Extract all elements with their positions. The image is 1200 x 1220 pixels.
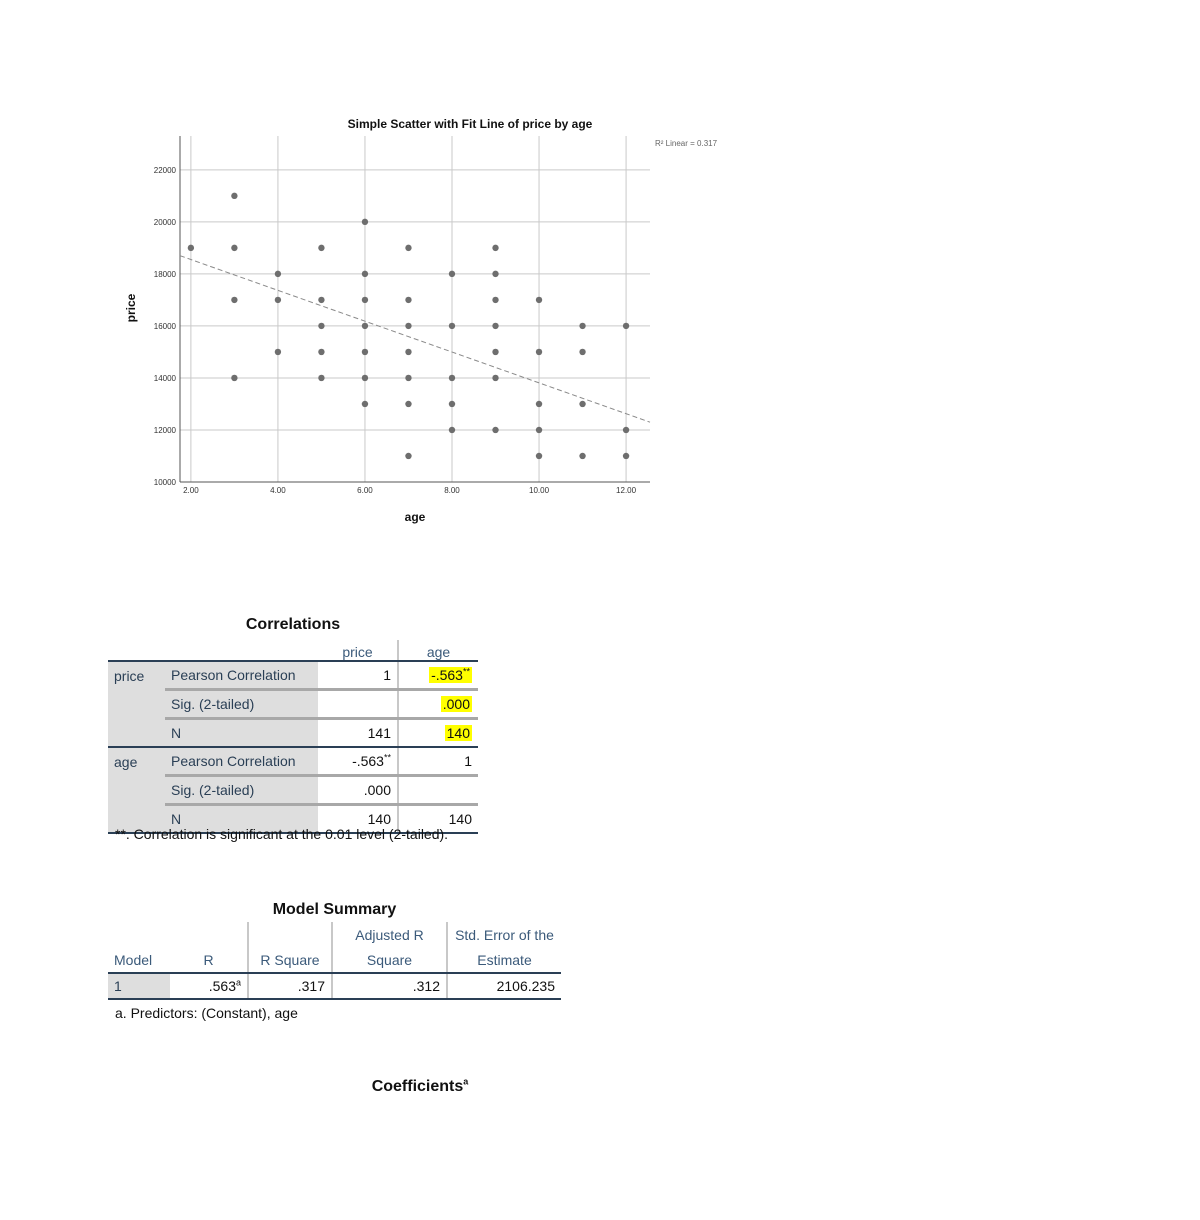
scatter-point bbox=[362, 401, 368, 407]
row-stat-label: Pearson Correlation bbox=[165, 747, 318, 776]
cell-value: .000 bbox=[318, 776, 398, 805]
scatter-point bbox=[536, 427, 542, 433]
scatter-point bbox=[623, 427, 629, 433]
scatter-point bbox=[492, 245, 498, 251]
scatter-point bbox=[536, 453, 542, 459]
header-cell bbox=[108, 922, 170, 948]
y-tick-label: 16000 bbox=[153, 321, 176, 331]
model-summary-footnote: a. Predictors: (Constant), age bbox=[115, 1005, 298, 1021]
cell-value: .563$^a$ bbox=[170, 973, 248, 999]
model-number: 1 bbox=[108, 973, 170, 999]
header-cell: Adjusted R bbox=[332, 922, 447, 948]
header-cell: Std. Error of the bbox=[455, 927, 554, 943]
y-axis-label: price bbox=[124, 293, 138, 323]
header-cell: R bbox=[170, 948, 248, 973]
highlighted-value: -.563** bbox=[431, 666, 470, 683]
scatter-point bbox=[492, 349, 498, 355]
scatter-point bbox=[449, 375, 455, 381]
scatter-point bbox=[449, 427, 455, 433]
correlations-table bbox=[108, 640, 478, 834]
scatter-point bbox=[623, 453, 629, 459]
scatter-point bbox=[405, 349, 411, 355]
x-tick-label: 6.00 bbox=[357, 486, 373, 495]
row-stat-label: N bbox=[165, 719, 318, 748]
row-stat-label: Sig. (2-tailed) bbox=[165, 776, 318, 805]
scatter-point bbox=[318, 349, 324, 355]
fit-line bbox=[180, 256, 650, 422]
scatter-point bbox=[449, 323, 455, 329]
col-header-age: age bbox=[398, 640, 478, 661]
cell-value: 1 bbox=[318, 661, 398, 690]
scatter-point bbox=[362, 271, 368, 277]
y-tick-label: 22000 bbox=[153, 165, 176, 175]
scatter-chart bbox=[0, 0, 760, 540]
scatter-point bbox=[405, 323, 411, 329]
scatter-point bbox=[188, 245, 194, 251]
row-stat-label: Pearson Correlation bbox=[165, 661, 318, 690]
table-row bbox=[108, 747, 478, 776]
row-group-label bbox=[108, 776, 165, 805]
header-cell: Estimate bbox=[447, 948, 561, 973]
cell-value: 140 bbox=[318, 805, 398, 834]
fit-line-path bbox=[180, 256, 650, 422]
scatter-point bbox=[231, 245, 237, 251]
scatter-point bbox=[405, 375, 411, 381]
x-tick-label: 12.00 bbox=[616, 486, 637, 495]
grid-lines bbox=[180, 136, 650, 482]
x-tick-label: 2.00 bbox=[183, 486, 199, 495]
cell-value bbox=[398, 661, 478, 690]
scatter-point bbox=[275, 271, 281, 277]
table-row bbox=[108, 776, 478, 805]
scatter-point bbox=[449, 271, 455, 277]
scatter-point bbox=[536, 349, 542, 355]
model-header-row bbox=[108, 948, 561, 973]
scatter-point bbox=[623, 323, 629, 329]
scatter-point bbox=[231, 375, 237, 381]
cell-value: 2106.235 bbox=[447, 973, 561, 999]
cell-value: 1 bbox=[398, 747, 478, 776]
scatter-point bbox=[405, 453, 411, 459]
row-group-label bbox=[108, 719, 165, 748]
cell-value: .317 bbox=[248, 973, 332, 999]
scatter-point bbox=[492, 427, 498, 433]
x-tick-label: 4.00 bbox=[270, 486, 286, 495]
scatter-point bbox=[492, 375, 498, 381]
table-row bbox=[108, 661, 478, 690]
scatter-point bbox=[318, 375, 324, 381]
row-stat-label: N bbox=[165, 805, 318, 834]
col-header-price: price bbox=[318, 640, 398, 661]
scatter-point bbox=[405, 401, 411, 407]
scatter-point bbox=[492, 297, 498, 303]
scatter-point bbox=[362, 219, 368, 225]
scatter-point bbox=[579, 349, 585, 355]
fit-line-label: R² Linear = 0.317 bbox=[655, 139, 718, 148]
scatter-point bbox=[231, 193, 237, 199]
scatter-point bbox=[579, 401, 585, 407]
highlighted-value: .000 bbox=[442, 696, 470, 712]
scatter-point bbox=[231, 297, 237, 303]
model-summary-title: Model Summary bbox=[272, 901, 397, 918]
scatter-point bbox=[275, 297, 281, 303]
cell-value bbox=[318, 690, 398, 719]
scatter-point bbox=[492, 323, 498, 329]
header-cell: Square bbox=[332, 948, 447, 973]
scatter-point bbox=[318, 297, 324, 303]
correlations-footnote: **. Correlation is significant at the 0.01 level (2-tailed). bbox=[115, 826, 449, 842]
x-axis-label: age bbox=[404, 510, 426, 524]
cell-value bbox=[398, 690, 478, 719]
scatter-point bbox=[536, 401, 542, 407]
row-stat-label: Sig. (2-tailed) bbox=[165, 690, 318, 719]
y-tick-label: 12000 bbox=[153, 425, 176, 435]
header-cell: R Square bbox=[248, 948, 332, 973]
scatter-point bbox=[536, 297, 542, 303]
table-row bbox=[108, 690, 478, 719]
cell-value: .312 bbox=[332, 973, 447, 999]
cell-value: 141 bbox=[318, 719, 398, 748]
chart-title: Simple Scatter with Fit Line of price by age bbox=[347, 117, 593, 131]
highlighted-value: 140 bbox=[446, 725, 470, 741]
scatter-point bbox=[449, 401, 455, 407]
model-header-row bbox=[108, 922, 561, 948]
cell-value bbox=[398, 776, 478, 805]
row-group-label: age bbox=[108, 747, 165, 776]
correlations-title: Correlations bbox=[245, 616, 341, 633]
x-tick-label: 8.00 bbox=[444, 486, 460, 495]
y-tick-label: 14000 bbox=[153, 373, 176, 383]
table-row bbox=[108, 973, 561, 999]
scatter-point bbox=[405, 297, 411, 303]
header-cell bbox=[170, 922, 248, 948]
scatter-point bbox=[492, 271, 498, 277]
scatter-point bbox=[318, 245, 324, 251]
model-summary-table bbox=[108, 922, 561, 1000]
header-cell bbox=[248, 922, 332, 948]
cell-value: -.563** bbox=[318, 747, 398, 776]
scatter-point bbox=[275, 349, 281, 355]
row-group-label bbox=[108, 690, 165, 719]
tick-labels bbox=[154, 166, 637, 495]
scatter-point bbox=[579, 453, 585, 459]
cell-value: 140 bbox=[398, 805, 478, 834]
table-row bbox=[108, 719, 478, 748]
scatter-point bbox=[362, 297, 368, 303]
coefficients-title: Coefficients$^a$ bbox=[371, 1076, 469, 1095]
scatter-point bbox=[362, 349, 368, 355]
scatter-point bbox=[362, 375, 368, 381]
correlations-header-row bbox=[108, 640, 478, 661]
y-tick-label: 20000 bbox=[153, 217, 176, 227]
scatter-point bbox=[579, 323, 585, 329]
y-tick-label: 10000 bbox=[153, 478, 176, 487]
y-tick-label: 18000 bbox=[153, 269, 176, 279]
scatter-point bbox=[405, 245, 411, 251]
row-group-label: price bbox=[108, 661, 165, 690]
scatter-point bbox=[362, 323, 368, 329]
header-cell: Model bbox=[108, 948, 170, 973]
scatter-point bbox=[318, 323, 324, 329]
cell-value bbox=[398, 719, 478, 748]
x-tick-label: 10.00 bbox=[529, 486, 550, 495]
